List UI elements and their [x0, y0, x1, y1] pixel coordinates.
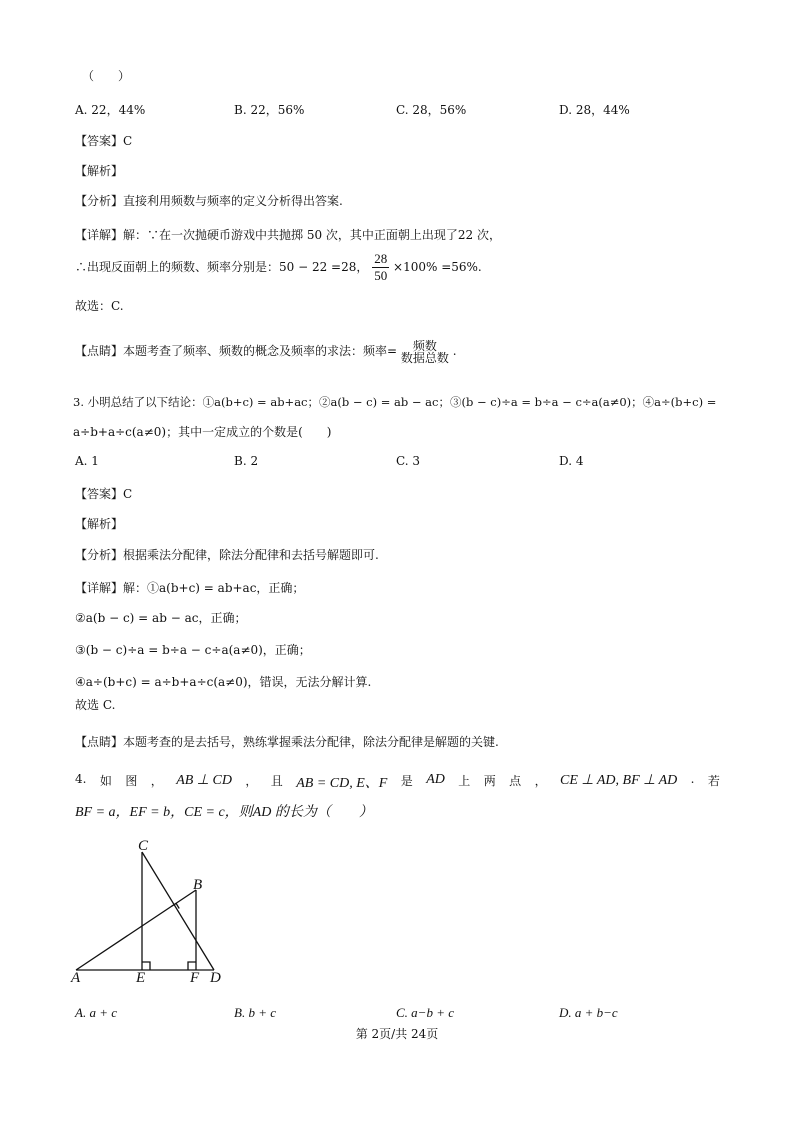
q2-option-a: A. 22，44% — [75, 103, 146, 117]
q4-token: . — [690, 772, 695, 786]
label-d: D — [210, 970, 221, 986]
label-f: F — [190, 970, 200, 986]
q3-option-a: A. 1 — [75, 454, 99, 468]
q3-choose: 故选 C. — [75, 698, 116, 712]
q4-stem-line-1 — [75, 772, 720, 792]
q3-option-c: C. 3 — [396, 454, 421, 468]
label-c: C — [138, 838, 149, 854]
q4-token: AD — [426, 772, 445, 787]
q3-option-b: B. 2 — [234, 454, 259, 468]
q4-token: 4. — [75, 772, 87, 786]
q4-token: 两 — [483, 774, 496, 788]
q2-detail-1: 【详解】解：∵在一次抛硬币游戏中共抛掷 50 次，其中正面朝上出现了22 次， — [75, 228, 501, 242]
q4-token: 点 — [509, 774, 522, 788]
q3-detail-1: 【详解】解：①a(b+c) = ab+ac，正确； — [75, 581, 305, 595]
q4-option-d: D. a + b−c — [559, 1005, 618, 1020]
q4-token: 是 — [400, 774, 413, 788]
q3-answer: 【答案】C — [75, 487, 133, 501]
q2-analysis-head: 【解析】 — [75, 164, 124, 178]
q2-dianjing-den: 数据总数 — [400, 350, 449, 365]
q3-fenxi: 【分析】根据乘法分配律，除法分配律和去括号解题即可. — [75, 548, 379, 562]
q2-fraction — [372, 251, 389, 284]
q2-paren: （ ） — [82, 69, 131, 83]
q3-detail-4: ④a÷(b+c) = a÷b+a÷c(a≠0)，错误，无法分解计算. — [75, 675, 372, 689]
q2-option-c: C. 28，56% — [396, 103, 467, 117]
q4-token: 图 — [125, 774, 138, 788]
q4-token: 上 — [458, 774, 471, 788]
q2-fenxi: 【分析】直接利用频数与频率的定义分析得出答案. — [75, 194, 343, 208]
q4-token: ， — [150, 774, 163, 788]
q2-dianjing-fraction — [401, 340, 449, 364]
q3-analysis-head: 【解析】 — [75, 517, 124, 531]
q3-detail-2: ②a(b − c) = ab − ac，正确； — [75, 611, 247, 625]
q4-token: AB ⊥ CD — [176, 773, 232, 788]
label-e: E — [136, 970, 146, 986]
q3-dianjing: 【点睛】本题考查的是去括号，熟练掌握乘法分配律，除法分配律是解题的关键. — [75, 735, 499, 749]
q2-detail-2 — [75, 250, 482, 284]
right-angle-mark-e — [142, 962, 150, 970]
q2-detail-2-suffix: ×100% =56%. — [393, 260, 482, 274]
q3-detail-3: ③(b − c)÷a = b÷a − c÷a(a≠0)，正确； — [75, 643, 311, 657]
label-b: B — [193, 877, 203, 893]
segment-ab — [76, 890, 196, 970]
q3-option-d: D. 4 — [559, 454, 584, 468]
q2-fraction-num: 28 — [374, 251, 388, 266]
q2-option-b: B. 22，56% — [234, 103, 305, 117]
q4-token: ， — [534, 774, 547, 788]
q2-dianjing-prefix: 【点睛】本题考查了频率、频数的概念及频率的求法：频率= — [75, 344, 398, 358]
q4-token: 且 — [270, 774, 283, 788]
page-footer: 第 2页/共 24页 — [355, 1027, 439, 1041]
q4-token: CE ⊥ AD, BF ⊥ AD — [560, 773, 678, 788]
q2-dianjing-end: . — [452, 344, 457, 358]
q4-token: 如 — [99, 774, 112, 788]
q2-dianjing-num: 频数 — [412, 338, 437, 353]
q2-answer: 【答案】C — [75, 134, 133, 148]
q4-token: ， — [245, 774, 258, 788]
q4-option-a: A. a + c — [75, 1005, 117, 1020]
q3-stem-line-1: 3. 小明总结了以下结论：①a(b+c) = ab+ac；②a(b − c) = ab − ac；③(b − c)÷a = b÷a − c÷a(a≠0)；④a÷(b+c) = — [73, 395, 717, 409]
right-angle-mark-f — [188, 962, 196, 970]
q4-token: AB = CD, E、F — [296, 776, 388, 791]
q2-choose: 故选：C. — [75, 299, 124, 313]
q2-fraction-den: 50 — [374, 268, 388, 283]
q2-detail-2-prefix: ∴出现反面朝上的频数、频率分别是：50 − 22 =28， — [75, 260, 369, 274]
q2-dianjing — [75, 336, 457, 366]
q4-option-c: C. a−b + c — [396, 1005, 454, 1020]
segment-cd — [142, 852, 214, 970]
q3-stem-line-2: a÷b+a÷c(a≠0)；其中一定成立的个数是( ) — [73, 425, 332, 439]
q4-geometry-figure — [60, 832, 240, 992]
q2-option-d: D. 28，44% — [559, 103, 630, 117]
q4-token: 若 — [707, 774, 720, 788]
q4-option-b: B. b + c — [234, 1005, 276, 1020]
label-a: A — [71, 970, 81, 986]
q4-stem-line-2: BF = a，EF = b，CE = c，则AD 的长为（ ） — [75, 805, 373, 820]
